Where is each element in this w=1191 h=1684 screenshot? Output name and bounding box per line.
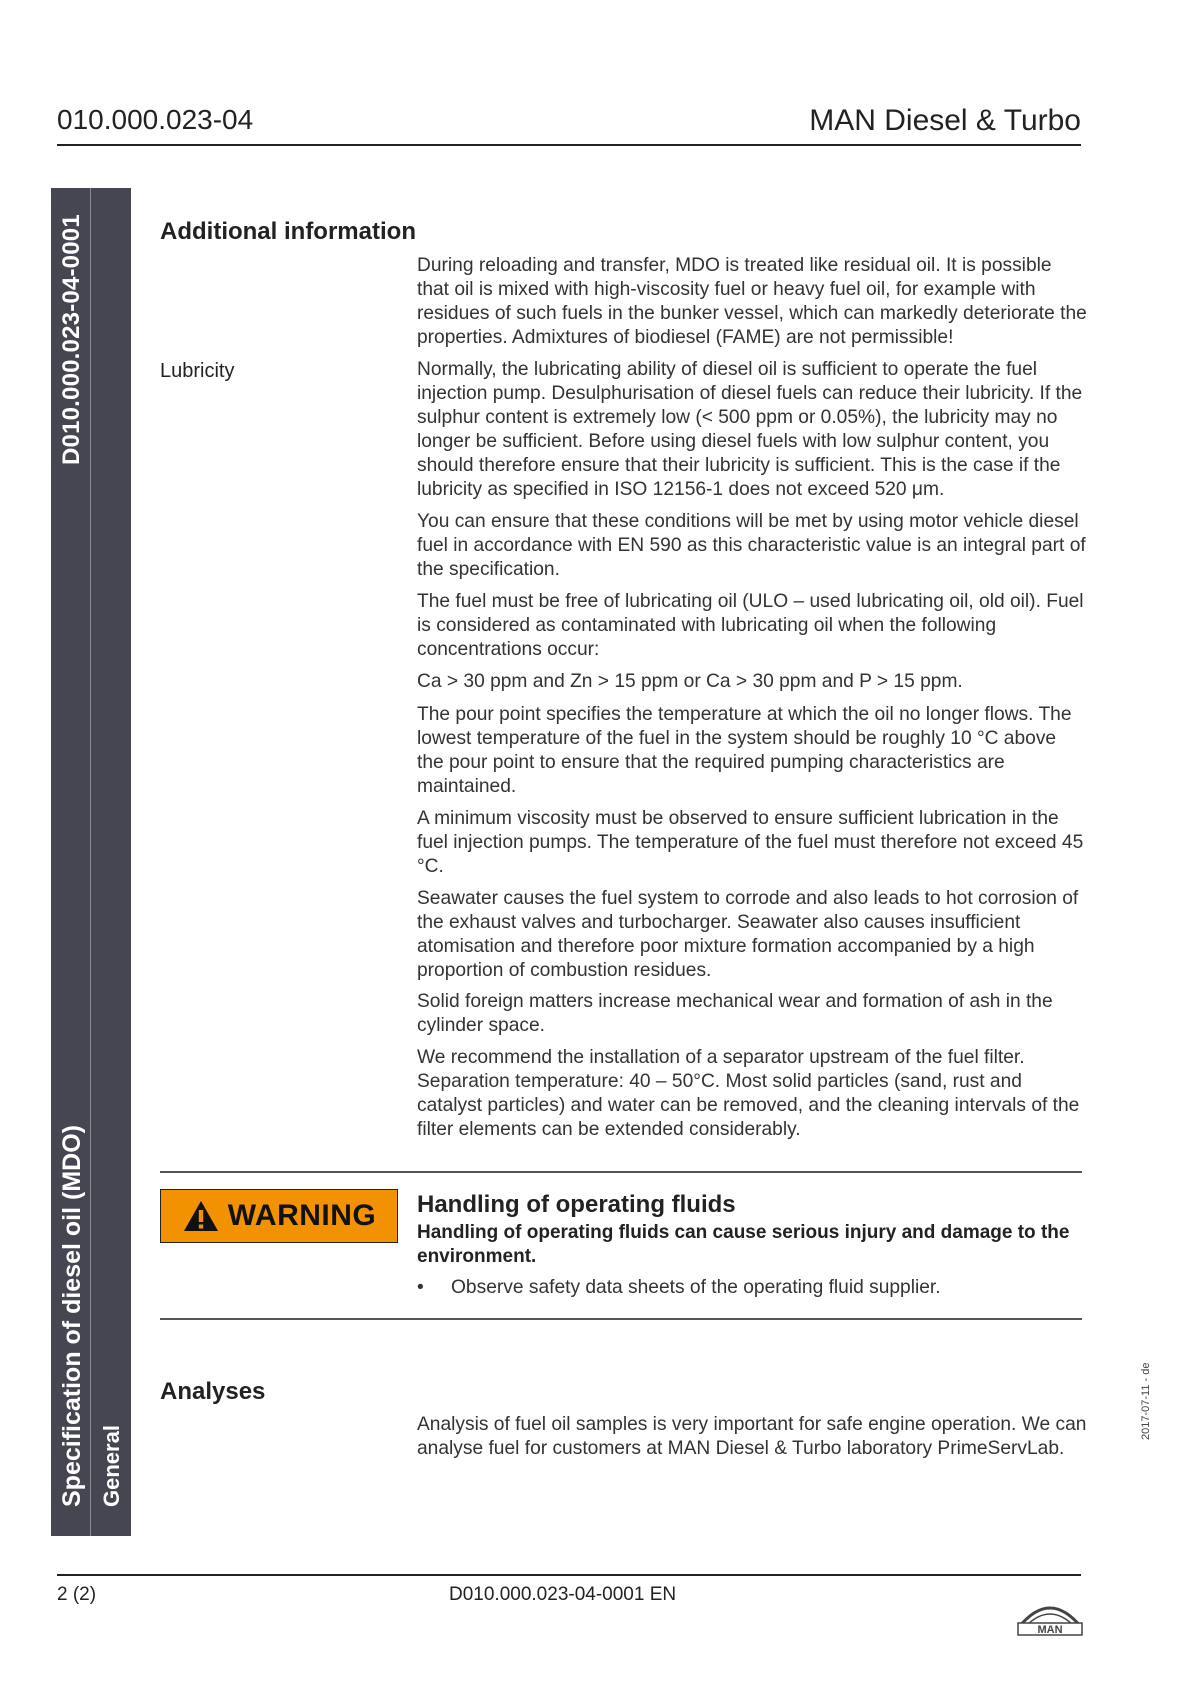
separator-paragraph: We recommend the installation of a separator upstream of the fuel filter. Separation temperature: 40 – 50°C. Most solid particles (sand, rust and catalyst particles) and water can be removed, and the cleaning intervals of the filter elements can be extended considerably. xyxy=(417,1047,1080,1140)
sidebar-subtitle: General xyxy=(99,1425,124,1507)
pour-point-paragraph: The pour point specifies the temperature at which the oil no longer flows. The lowest temperature of the fuel in the system should be roughly 10 °C above the pour point to ensure that the required pumping characteristics are maintained. xyxy=(417,704,1072,797)
warning-label: WARNING xyxy=(227,1199,377,1232)
header-rule xyxy=(57,144,1081,146)
company-name: MAN Diesel & Turbo xyxy=(809,104,1081,137)
document-number: 010.000.023-04 xyxy=(57,104,254,135)
date-stamp: 2017-07-11 - de xyxy=(1140,1362,1152,1440)
solid-matter-paragraph: Solid foreign matters increase mechanical wear and formation of ash in the cylinder space. xyxy=(417,991,1053,1036)
bullet-marker: • xyxy=(417,1277,424,1298)
ulo-paragraph: The fuel must be free of lubricating oil (ULO – used lubricating oil, old oil). Fuel is considered as contaminated with lubricating oil when the following concentrations occur: xyxy=(417,591,1084,660)
warning-text: Handling of operating fluids can cause serious injury and damage to the environment. xyxy=(417,1222,1070,1267)
sidebar-subtitle-bar xyxy=(91,188,131,1536)
page-number: 2 (2) xyxy=(57,1584,97,1605)
sidebar-divider xyxy=(90,188,91,1536)
warning-top-rule xyxy=(160,1171,1082,1173)
warning-triangle-icon xyxy=(182,1199,220,1233)
en590-paragraph: You can ensure that these conditions will be met by using motor vehicle diesel fuel in accordance with EN 590 as this characteristic value is an integral part of the specification. xyxy=(417,511,1086,580)
footer-document-id: D010.000.023-04-0001 EN xyxy=(449,1584,677,1605)
warning-bottom-rule xyxy=(160,1318,1082,1320)
lubricity-label: Lubricity xyxy=(160,360,235,382)
warning-badge xyxy=(160,1189,398,1243)
seawater-paragraph: Seawater causes the fuel system to corrode and also leads to hot corrosion of the exhaust valves and turbocharger. Seawater also causes insufficient atomisation and therefore poor mixture formation accompanied by a high proportion of combustion residues. xyxy=(417,888,1079,981)
sidebar-title: Specification of diesel oil (MDO) xyxy=(58,1125,86,1507)
man-logo xyxy=(1015,1597,1085,1637)
lubricity-paragraph: Normally, the lubricating ability of diesel oil is sufficient to operate the fuel injection pump. Desulphurisation of diesel fuels can reduce their lubricity. If the sulphur content is extremely low (< 500 ppm or 0.05%), the lubricity may no longer be sufficient. Before using diesel fuels with low sulphur content, you should therefore ensure that their lubricity is sufficient. This is the case if the lubricity as specified in ISO 12156-1 does not exceed 520 μm. xyxy=(417,359,1083,500)
concentrations-paragraph: Ca > 30 ppm and Zn > 15 ppm or Ca > 30 ppm and P > 15 ppm. xyxy=(417,671,963,692)
viscosity-paragraph: A minimum viscosity must be observed to ensure sufficient lubrication in the fuel injection pumps. The temperature of the fuel must therefore not exceed 45 °C. xyxy=(417,808,1084,877)
warning-title: Handling of operating fluids xyxy=(417,1191,736,1218)
footer-rule xyxy=(57,1574,1081,1576)
analyses-heading: Analyses xyxy=(160,1378,266,1405)
warning-bullet-text: Observe safety data sheets of the operating fluid supplier. xyxy=(451,1277,941,1298)
intro-paragraph: During reloading and transfer, MDO is treated like residual oil. It is possible that oil is mixed with high-viscosity fuel or heavy fuel oil, for example with residues of such fuels in the bunker vessel, which can markedly deteriorate the properties. Admixtures of biodiesel (FAME) are not permissible! xyxy=(417,255,1087,348)
sidebar-document-code: D010.000.023-04-0001 xyxy=(58,214,85,465)
additional-information-heading: Additional information xyxy=(160,218,416,245)
man-logo-text: MAN xyxy=(1037,1624,1063,1636)
analyses-paragraph: Analysis of fuel oil samples is very important for safe engine operation. We can analyse fuel for customers at MAN Diesel & Turbo laboratory PrimeServLab. xyxy=(417,1414,1087,1459)
